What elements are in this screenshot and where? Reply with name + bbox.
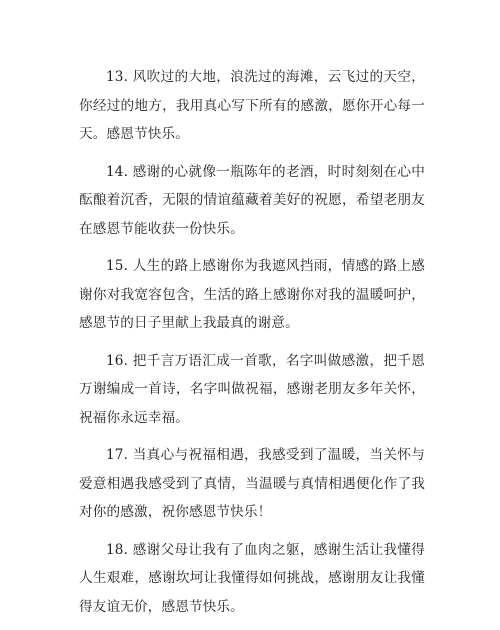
blessing-paragraph-17: 17. 当真心与祝福相遇，我感受到了温暖，当关怀与爱意相遇我感受到了真情，当温暖与真情相遇便化作了我对你的感激，祝你感恩节快乐！ [79, 447, 425, 520]
blessing-list [79, 63, 425, 630]
blessing-paragraph-18: 18. 感谢父母让我有了血肉之躯，感谢生活让我懂得人生艰难，感谢坎坷让我懂得如何挑战，感谢朋友让我懂得友谊无价，感恩节快乐。 [79, 541, 425, 615]
blessing-paragraph-14: 14. 感谢的心就像一瓶陈年的老酒，时时刻刻在心中酝酿着沉香，无限的情谊蕴藏着美好的祝愿，希望老朋友在感恩节能收获一份快乐。 [79, 163, 425, 237]
blessing-paragraph-15: 15. 人生的路上感谢你为我遮风挡雨，情感的路上感谢你对我宽容包含，生活的路上感谢你对我的温暖呵护，感恩节的日子里献上我最真的谢意。 [79, 258, 425, 331]
blessing-paragraph-13: 13. 风吹过的大地，浪洗过的海滩，云飞过的天空，你经过的地方，我用真心写下所有的感激，愿你开心每一天。感恩节快乐。 [79, 69, 425, 142]
blessing-paragraph-16: 16. 把千言万语汇成一首歌，名字叫做感激，把千恩万谢编成一首诗，名字叫做祝福，感谢老朋友多年关怀，祝福你永远幸福。 [79, 352, 425, 426]
